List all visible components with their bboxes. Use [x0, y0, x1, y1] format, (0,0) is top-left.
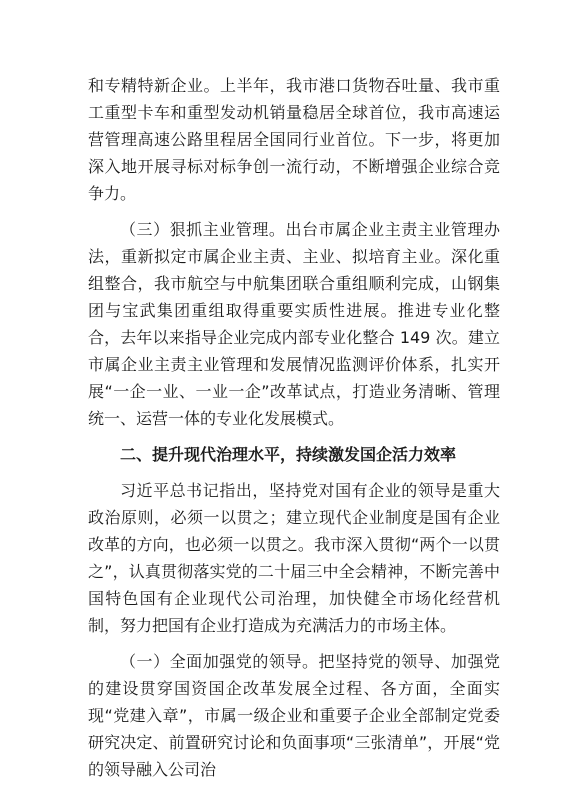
paragraph-party-leadership: （一）全面加强党的领导。把坚持党的领导、加强党的建设贯穿国资国企改革发展全过程、各方面，全面实现“党建入章”，市属一级企业和重要子企业全部制定党委研究决定、前置研究讨论和负面事项“三张清单”，开展“党的领导融入公司治 [88, 652, 500, 779]
document-body [88, 72, 500, 792]
section-heading: 二、提升现代治理水平，持续激发国企活力效率 [120, 445, 457, 464]
paragraph-governance-intro: 习近平总书记指出，坚持党对国有企业的领导是重大政治原则，必须一以贯之；建立现代企业制度是国有企业改革的方向，也必须一以贯之。我市深入贯彻“两个一以贯之”，认真贯彻落实党的二十届三中全会精神，不断完善中国特色国有企业现代公司治理，加快健全市场化经营机制，努力把国有企业打造成为充满活力的市场主体。 [88, 481, 500, 635]
paragraph-main-business-management: （三）狠抓主业管理。出台市属企业主责主业管理办法，重新拟定市属企业主责、主业、拟培育主业。深化重组整合，我市航空与中航集团联合重组顺利完成，山钢集团与宝武集团重组取得重要实质性进展。推进专业化整合，去年以来指导企业完成内部专业化整合 149 次。建立市属企业主责主业管理和发展情况监测评价体系，扎实开展“一企一业、一业一企”改革试点，打造业务清晰、管理统一、运营一体的专业化发展模式。 [88, 220, 500, 428]
paragraph-continuation: 和专精特新企业。上半年，我市港口货物吞吐量、我市重工重型卡车和重型发动机销量稳居全球首位，我市高速运营管理高速公路里程居全国同行业首位。下一步，将更加深入地开展寻标对标争创一流行动，不断增强企业综合竞争力。 [88, 76, 500, 203]
